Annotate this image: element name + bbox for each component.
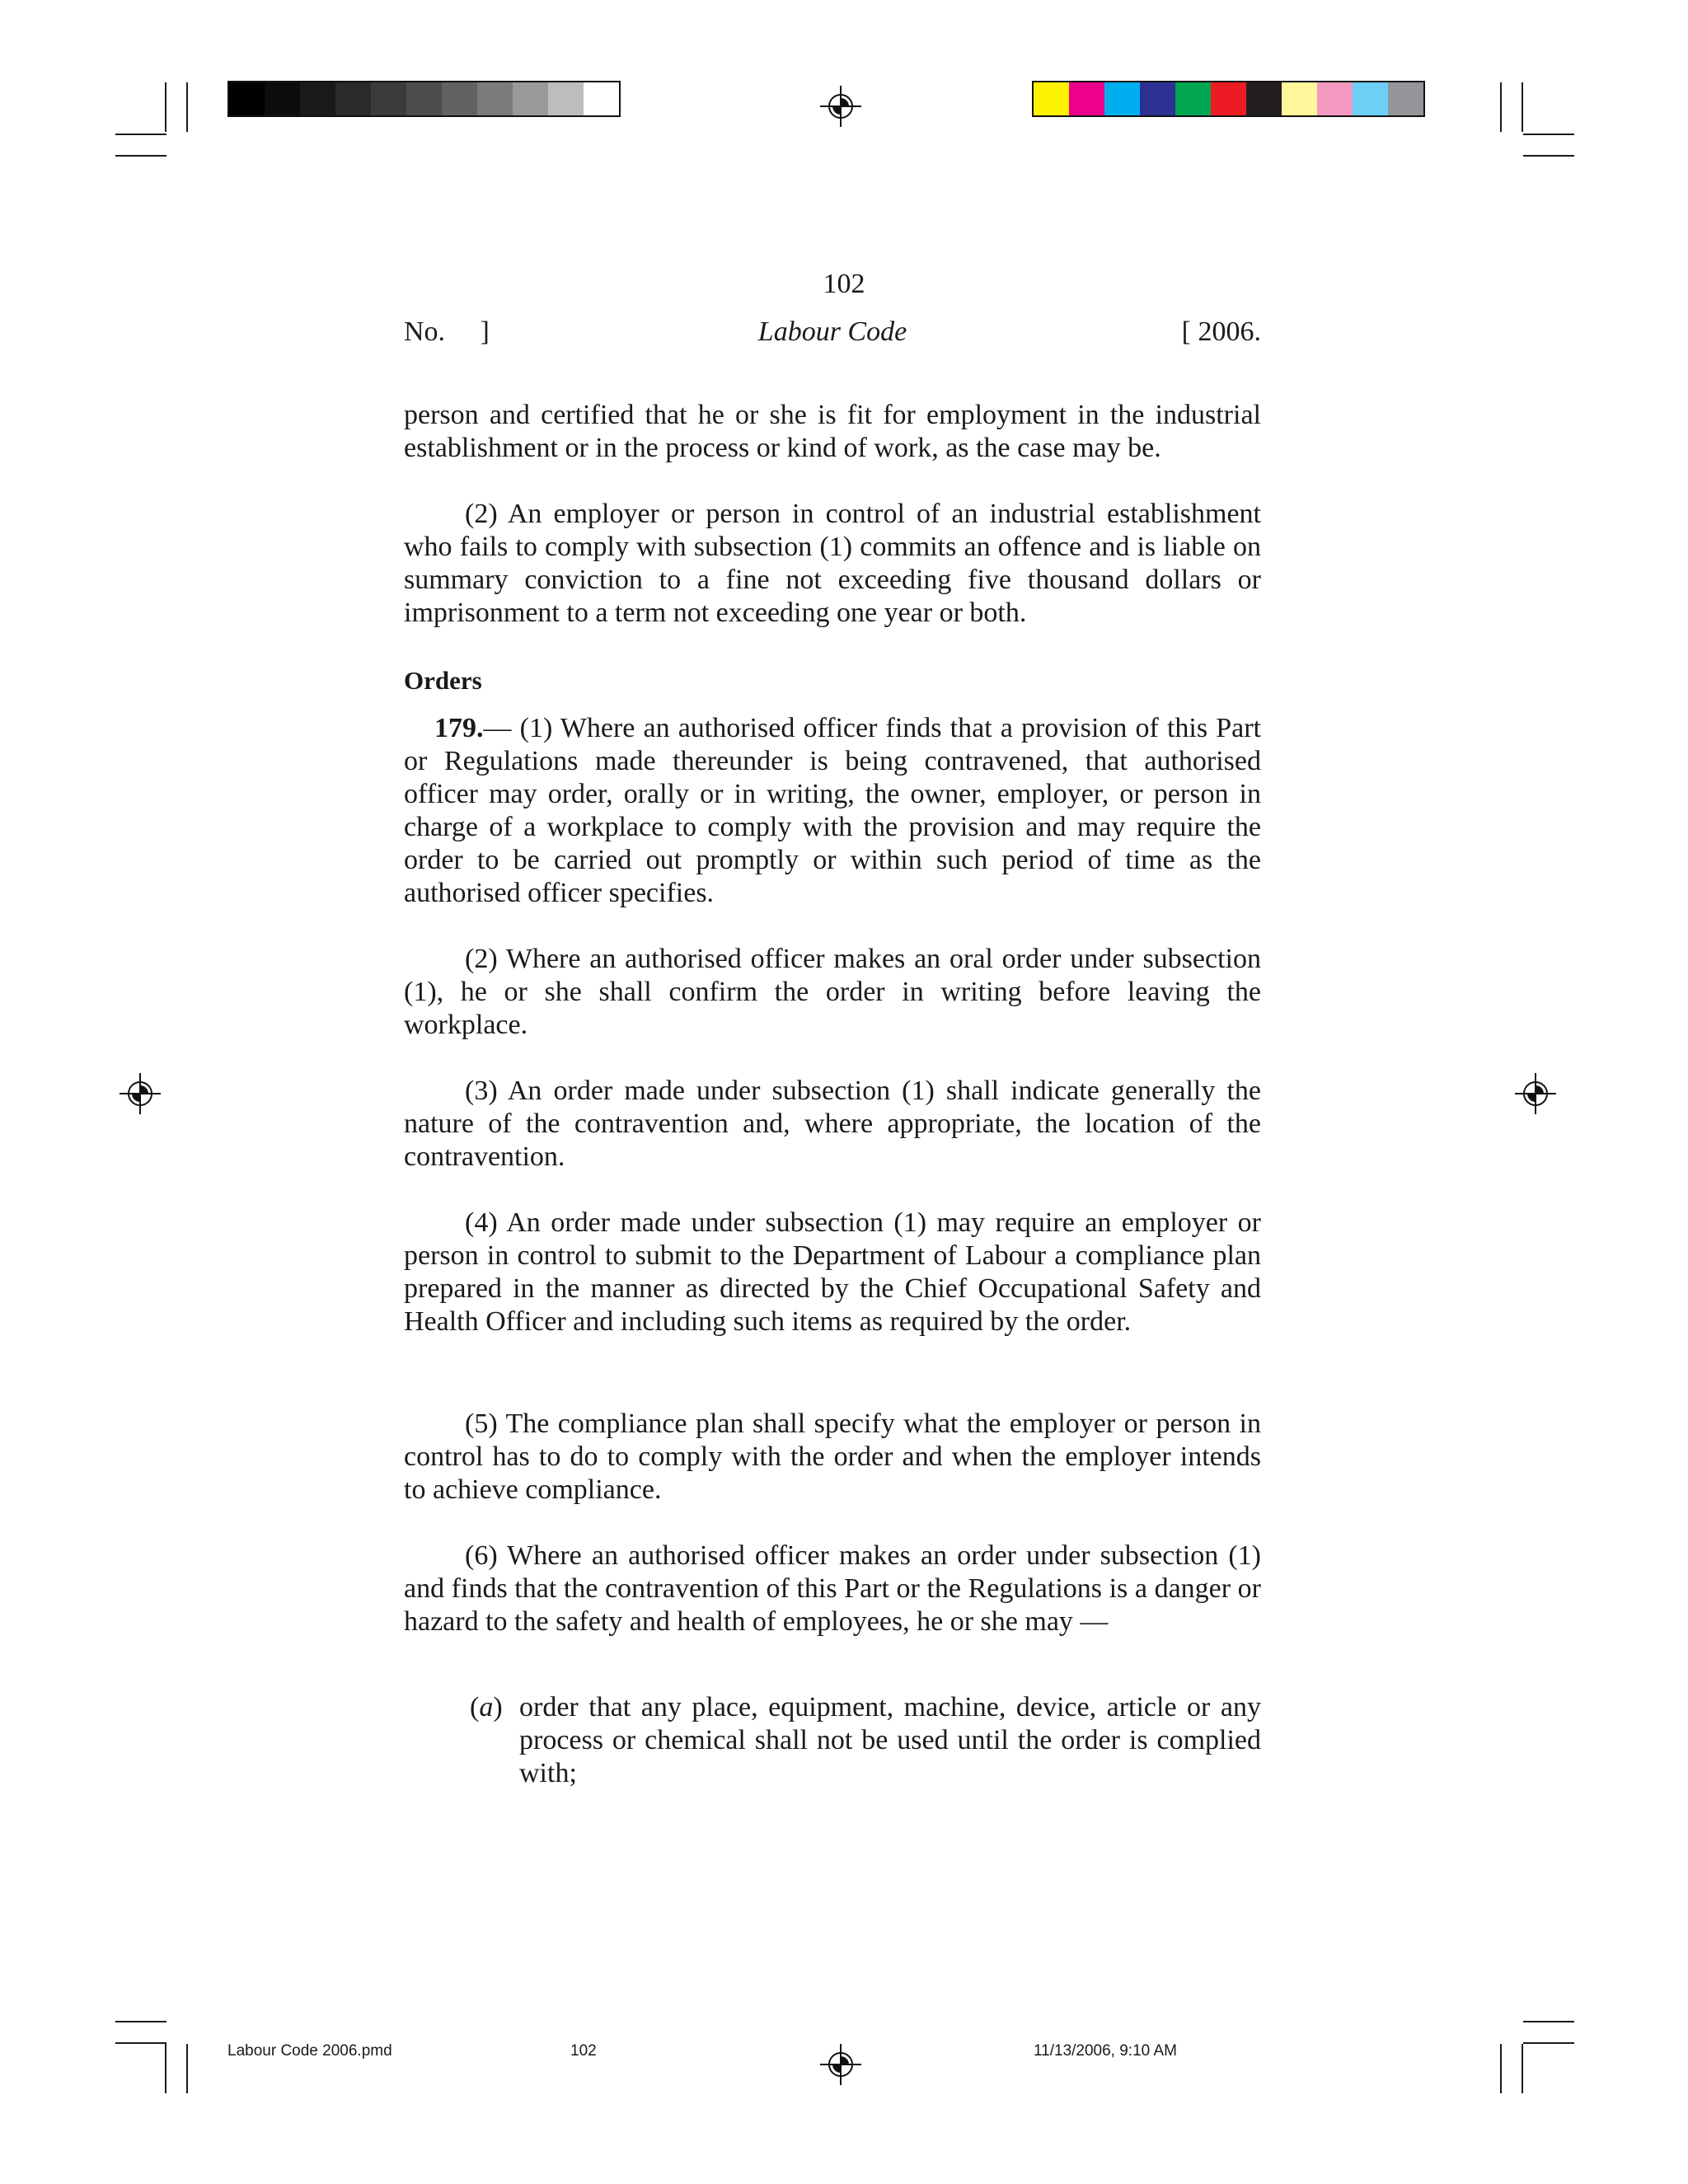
crop-mark (165, 82, 166, 132)
paragraph-text: — (1) Where an authorised officer finds that a provision of this Part or Regulations made thereunder is being contravened, that authorised officer may order, orally or in writing, the owner, employer, or person in charge of a workplace to comply with the provision and may require the order to be carried out promptly or within such period of time as the authorised officer specifies. (404, 713, 1261, 908)
item-text: order that any place, equipment, machine, device, article or any process or chemical shall not be used until the order is complied with; (519, 1692, 1261, 1788)
crop-mark (186, 2044, 188, 2093)
crop-mark (1523, 2042, 1574, 2044)
color-swatch (406, 82, 442, 115)
paragraph-text: person and certified that he or she is fit for employment in the industrial establishment or in the process or kind of work, as the case may be. (404, 400, 1261, 463)
crop-mark (1500, 82, 1502, 132)
registration-mark-icon (820, 86, 861, 127)
section-179 (404, 712, 1261, 910)
crop-mark (1523, 155, 1574, 157)
crop-mark (1523, 2021, 1574, 2022)
item-label (470, 1691, 503, 1724)
color-swatch (548, 82, 584, 115)
paragraph-continuation (404, 399, 1261, 465)
section-number: 179. (434, 713, 484, 743)
color-calibration-bar (1032, 81, 1425, 117)
color-swatch (1140, 82, 1175, 115)
registration-mark-icon (1515, 1073, 1556, 1114)
crop-mark (115, 2021, 166, 2022)
color-swatch (229, 82, 265, 115)
crop-mark (1523, 134, 1574, 135)
color-swatch (477, 82, 513, 115)
subsection-179-2 (404, 943, 1261, 1042)
color-swatch (513, 82, 548, 115)
crop-mark (115, 2042, 166, 2044)
color-swatch (1069, 82, 1104, 115)
subsection-2 (404, 498, 1261, 630)
paragraph-text: (4) An order made under subsection (1) may require an employer or person in control to submit to the Department of Labour a compliance plan prepared in the manner as directed by the Chief Occupational Safety and Health Officer and including such items as required by the order. (404, 1207, 1261, 1337)
registration-mark-icon (820, 2044, 861, 2085)
color-swatch (1104, 82, 1140, 115)
color-swatch (265, 82, 300, 115)
color-swatch (300, 82, 335, 115)
heading-orders: Orders (404, 666, 482, 695)
color-swatch (1175, 82, 1211, 115)
color-swatch (442, 82, 477, 115)
paragraph-text: (5) The compliance plan shall specify what the employer or person in control has to do to comply with the order and when the employer intends to achieve compliance. (404, 1408, 1261, 1505)
color-swatch (1282, 82, 1317, 115)
paragraph-text: (3) An order made under subsection (1) shall indicate generally the nature of the contravention and, where appropriate, the location of the contravention. (404, 1076, 1261, 1172)
paragraph-text: (2) An employer or person in control of an industrial establishment who fails to comply with subsection (1) commits an offence and is liable on summary conviction to a fine not exceeding five thousand dollars or imprisonment to a term not exceeding one year or both. (404, 499, 1261, 628)
crop-mark (115, 155, 166, 157)
subsection-179-4 (404, 1207, 1261, 1338)
crop-mark (1500, 2044, 1502, 2093)
subsection-179-5 (404, 1408, 1261, 1507)
footer-timestamp: 11/13/2006, 9:10 AM (1034, 2042, 1177, 2060)
crop-mark (186, 82, 188, 132)
header-number: No. ] (404, 316, 490, 347)
crop-mark (1522, 82, 1523, 132)
footer-page-number: 102 (570, 2042, 597, 2060)
item-label-open: ( (470, 1692, 480, 1722)
section-179-paragraph (404, 712, 1261, 910)
color-swatch (1353, 82, 1388, 115)
crop-mark (165, 2044, 166, 2093)
color-swatch (371, 82, 406, 115)
header-title: Labour Code (757, 316, 907, 347)
color-swatch (1034, 82, 1069, 115)
item-label-close: ) (493, 1692, 503, 1722)
item-letter: a (479, 1692, 494, 1722)
paragraph-text: (2) Where an authorised officer makes an oral order under subsection (1), he or she shall confirm the order in writing before leaving the workplace. (404, 944, 1261, 1040)
color-swatch (1246, 82, 1282, 115)
crop-mark (1522, 2044, 1523, 2093)
registration-mark-icon (120, 1073, 161, 1114)
color-swatch (1211, 82, 1246, 115)
crop-mark (115, 134, 166, 135)
subsection-179-3 (404, 1075, 1261, 1174)
paragraph-text: (6) Where an authorised officer makes an order under subsection (1) and finds that the contravention of this Part or the Regulations is a danger or hazard to the safety and health of employees, he or she may — (404, 1540, 1261, 1637)
running-header (404, 316, 1261, 353)
section-heading (404, 664, 1261, 697)
grayscale-calibration-bar (227, 81, 621, 117)
color-swatch (335, 82, 371, 115)
header-year: [ 2006. (1181, 316, 1261, 347)
list-item-a (470, 1691, 1261, 1790)
color-swatch (1317, 82, 1353, 115)
color-swatch (584, 82, 619, 115)
footer-filename: Labour Code 2006.pmd (227, 2042, 392, 2060)
color-swatch (1388, 82, 1423, 115)
subsection-179-6 (404, 1540, 1261, 1638)
page-number: 102 (823, 269, 865, 299)
